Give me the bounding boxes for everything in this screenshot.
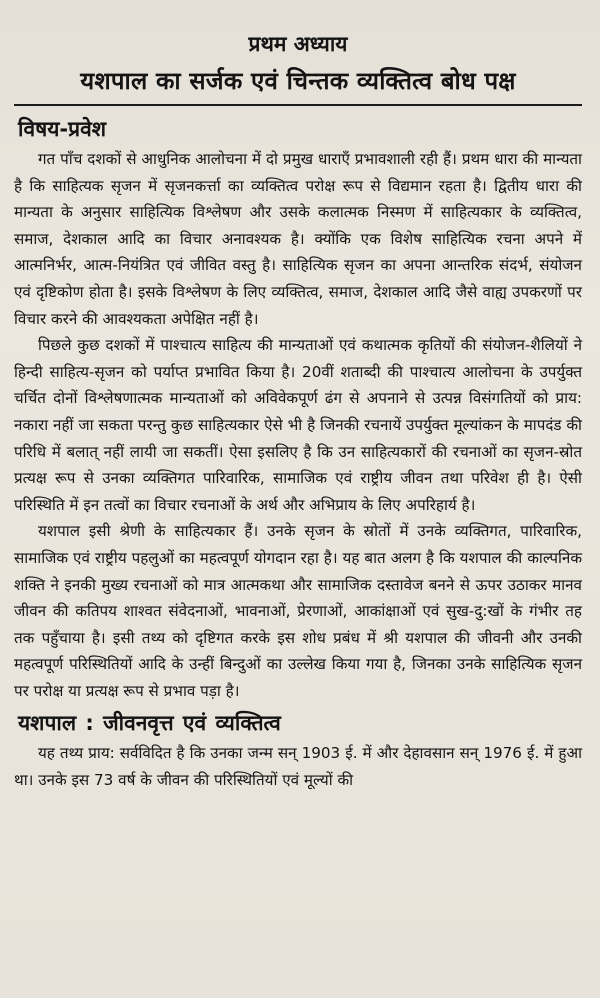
chapter-title: यशपाल का सर्जक एवं चिन्तक व्यक्तित्व बोध पक्ष bbox=[80, 67, 516, 95]
paragraph: गत पाँच दशकों से आधुनिक आलोचना में दो प्रमुख धाराएँ प्रभावशाली रही हैं। प्रथम धारा की मान्यता है कि साहित्यक सृजन में सृजनकर्त्ता का व्यक्तित्व परोक्ष रूप से विद्यमान रहता है। द्वितीय धारा की मान्यता के अनुसार साहित्यिक विश्लेषण और उसके कलात्मक निस्मण में साहित्यकार के व्यक्तित्व, समाज, देशकाल आदि का विचार अनावश्यक है। क्योंकि एक विशेष साहित्यिक रचना अपने में आत्मनिर्भर, आत्म-नियंत्रित एवं जीवित वस्तु है। साहित्यिक सृजन का अपना आन्तरिक संदर्भ, संयोजन एवं दृष्टिकोण होता है। इसके विश्लेषण के लिए व्यक्तित्व, समाज, देशकाल आदि जैसे वाह्य उपकरणों पर विचार करने की आवश्यकता अपेक्षित नहीं है। bbox=[14, 150, 582, 328]
chapter-label: प्रथम अध्याय bbox=[248, 32, 348, 56]
paragraph: यशपाल इसी श्रेणी के साहित्यकार हैं। उनके सृजन के स्रोतों में उनके व्यक्तिगत, पारिवारिक, सामाजिक एवं राष्ट्रीय पहलुओं का महत्वपूर्ण योगदान रहा है। यह बात अलग है कि यशपाल की काल्पनिक शक्ति ने इनकी मुख्य रचनाओं को मात्र आत्मकथा और सामाजिक दस्तावेज बनने से ऊपर उठाकर मानव जीवन की कतिपय शाश्वत संवेदनाओं, भावनाओं, प्रेरणाओं, आकांक्षाओं एवं सुख-दु:खों के गंभीर तह तक पहुँचाया है। इसी तथ्य को दृष्टिगत करके इस शोध प्रबंध में श्री यशपाल की जीवनी और उनकी महत्वपूर्ण परिस्थितियों आदि के उन्हीं बिन्दुओं का उल्लेख किया गया है, जिनका उनके साहित्यिक सृजन पर परोक्ष या प्रत्यक्ष रूप से प्रभाव पड़ा है। bbox=[14, 522, 582, 700]
paragraph: पिछले कुछ दशकों में पाश्चात्य साहित्य की मान्यताओं एवं कथात्मक कृतियों की संयोजन-शैलियों ने हिन्दी साहित्य-सृजन को पर्याप्त प्रभावित किया है। 20वीं शताब्दी की पाश्चात्य आलोचना के उपर्युक्त चर्चित दोनों विश्लेषणात्मक मान्यताओं को अविवेकपूर्ण ढंग से अपनाने से उत्पन्न विसंगतियों को प्राय: नकारा नहीं जा सकता परन्तु कुछ साहित्यकार ऐसे भी है जिनकी रचनायें उपर्युक्त मूल्यांकन के मापदंड की परिधि में बलात् नहीं लायी जा सकतीं। ऐसा इसलिए है कि उन साहित्यकारों की रचनाओं का सृजन-स्रोत प्रत्यक्ष रूप से उनका व्यक्तिगत पारिवारिक, सामाजिक एवं राष्ट्रीय जीवन तथा परिवेश ही है। ऐसी परिस्थिति में इन तत्वों का विचार रचनाओं के अर्थ और अभिप्राय के लिए अपरिहार्य है। bbox=[14, 336, 582, 514]
section-heading-biography: यशपाल : जीवनवृत्त एवं व्यक्तित्व bbox=[18, 711, 281, 736]
title-divider bbox=[14, 104, 582, 106]
section-heading-intro: विषय-प्रवेश bbox=[18, 117, 107, 141]
paragraph: यह तथ्य प्राय: सर्वविदित है कि उनका जन्म सन् 1903 ई. में और देहावसान सन् 1976 ई. में हुआ था। उनके इस 73 वर्ष के जीवन की परिस्थितियों एवं मूल्यों की bbox=[14, 744, 582, 790]
